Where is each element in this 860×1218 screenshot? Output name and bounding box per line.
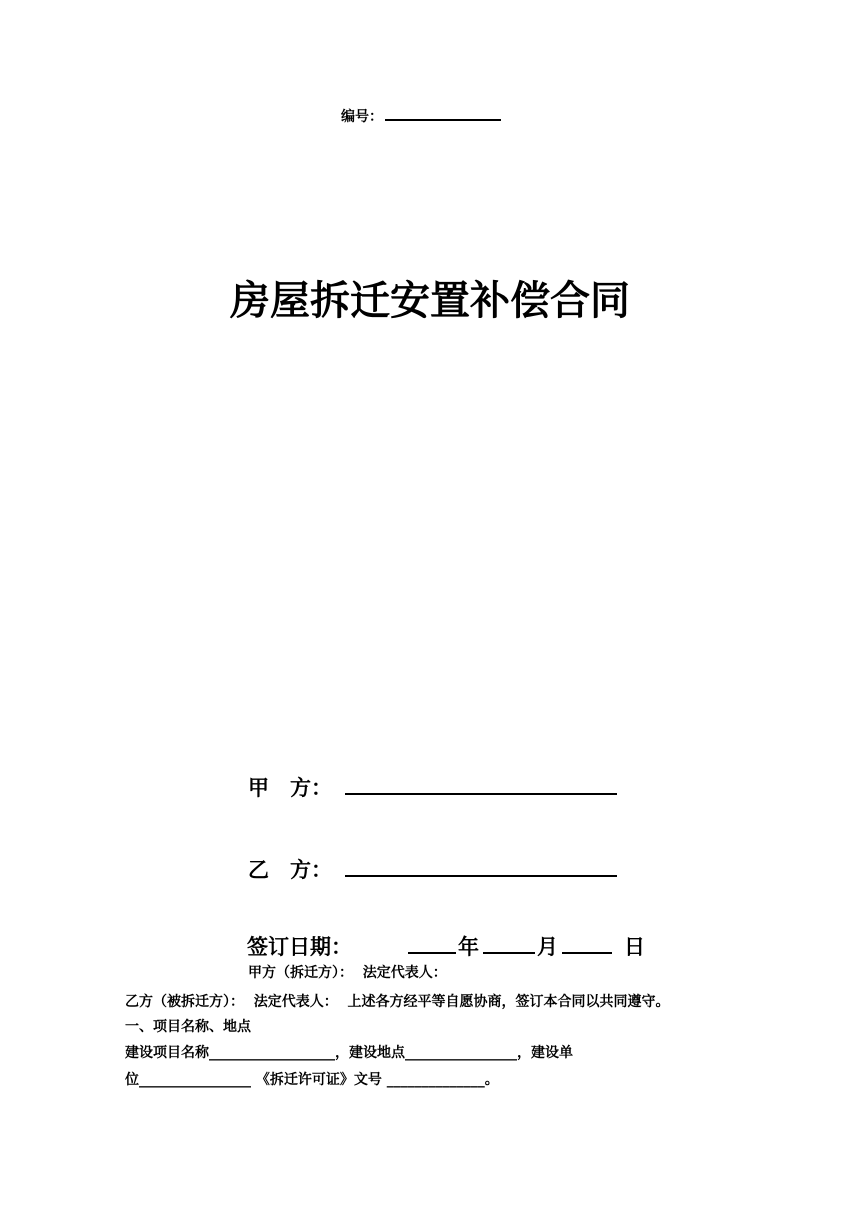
serial-label: 编号：	[341, 109, 383, 125]
party-a-rep-line: 甲方（拆迁方）： 法定代表人：	[248, 965, 447, 981]
month-blank-line[interactable]	[483, 952, 535, 954]
year-label: 年	[458, 935, 479, 959]
party-b-blank-line[interactable]	[345, 875, 617, 877]
serial-number-row	[341, 106, 501, 126]
year-blank-line[interactable]	[408, 952, 456, 954]
section-one-heading: 一、项目名称、地点	[125, 1019, 251, 1035]
party-a-row	[248, 772, 617, 802]
month-label: 月	[537, 935, 558, 959]
party-b-label: 乙 方：	[248, 858, 332, 882]
sign-date-label: 签订日期：	[247, 935, 352, 959]
demolition-permit-line: 位________________ 《拆迁许可证》文号 ______________。	[125, 1072, 499, 1088]
project-name-location-line: 建设项目名称__________________，建设地点________________，建设单	[125, 1045, 573, 1061]
party-a-label: 甲 方：	[248, 776, 332, 800]
serial-blank-line[interactable]	[385, 119, 501, 121]
party-b-row	[248, 854, 617, 884]
day-blank-line[interactable]	[562, 952, 612, 954]
page-title: 房屋拆迁安置补偿合同	[230, 278, 630, 324]
sign-date-row	[247, 931, 645, 961]
day-label: 日	[624, 935, 645, 959]
party-a-blank-line[interactable]	[345, 793, 617, 795]
party-b-rep-agreement-line: 乙方（被拆迁方）： 法定代表人： 上述各方经平等自愿协商，签订本合同以共同遵守。	[125, 994, 670, 1010]
